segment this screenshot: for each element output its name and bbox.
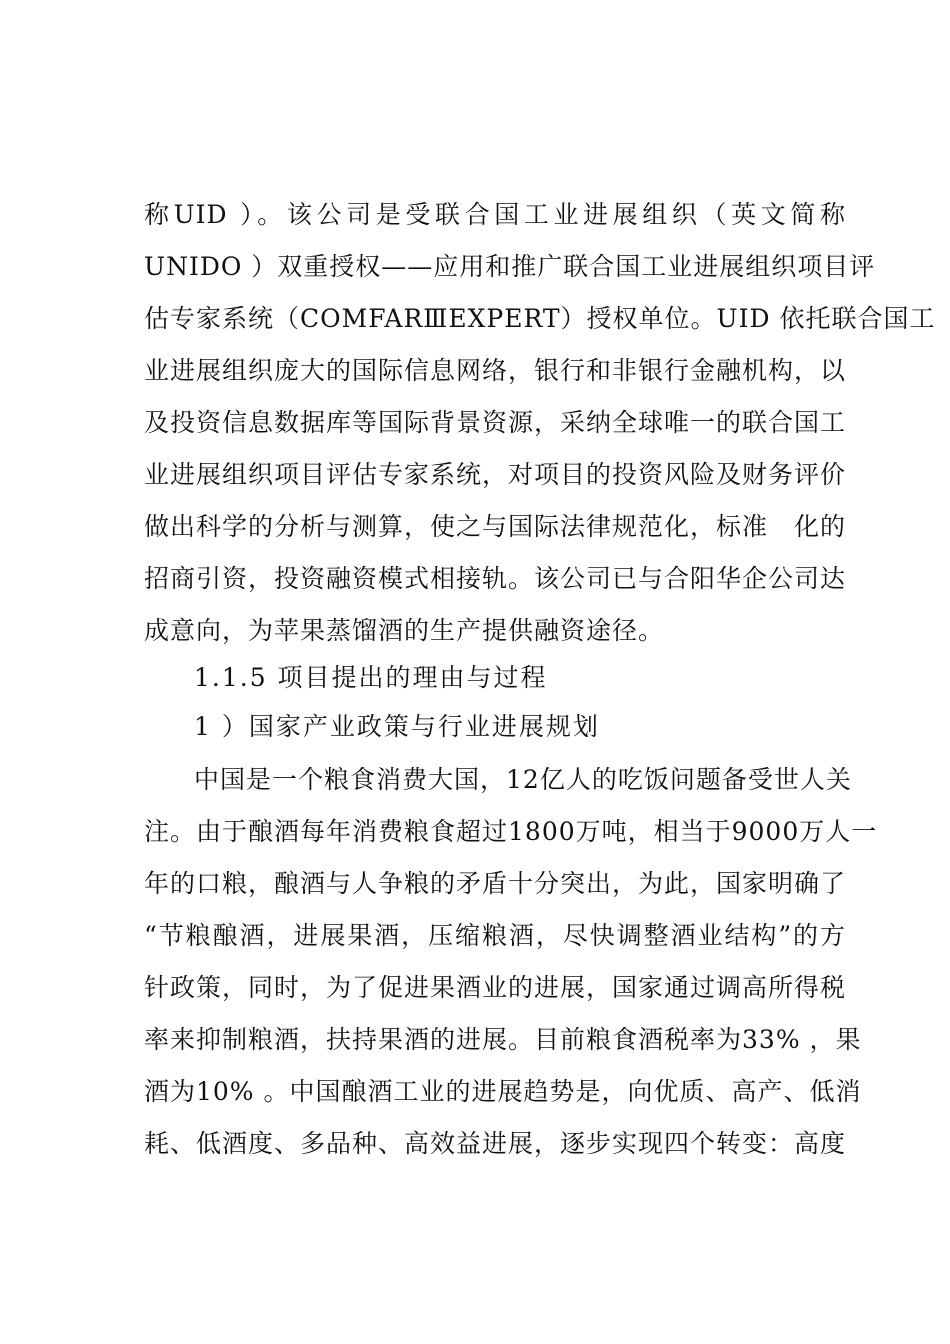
- paragraph-line: 业进展组织庞大的国际信息网络，银行和非银行金融机构，以: [144, 356, 847, 385]
- paragraph-line: 耗、低酒度、多品种、高效益进展，逐步实现四个转变：高度: [144, 1129, 847, 1158]
- subsection-heading: 1 ）国家产业政策与行业进展规划: [194, 712, 600, 741]
- section-heading: 1.1.5 项目提出的理由与过程: [194, 663, 548, 692]
- paragraph-line: UNIDO ）双重授权——应用和推广联合国工业进展组织项目评: [144, 252, 876, 281]
- paragraph-line: 做出科学的分析与测算，使之与国际法律规范化，标准 化的: [144, 512, 847, 541]
- paragraph-line: “节粮酿酒，进展果酒，压缩粮酒，尽快调整酒业结构”的方: [144, 921, 846, 950]
- paragraph-line: 注。由于酿酒每年消费粮食超过1800万吨，相当于9000万人一: [144, 817, 878, 846]
- paragraph-line: 业进展组织项目评估专家系统，对项目的投资风险及财务评价: [144, 460, 847, 489]
- paragraph-line: 估专家系统（COMFARⅢEXPERT）授权单位。UID 依托联合国工: [144, 304, 936, 333]
- paragraph-line: 年的口粮，酿酒与人争粮的矛盾十分突出，为此，国家明确了: [144, 869, 847, 898]
- paragraph-line: 招商引资，投资融资模式相接轨。该公司已与合阳华企公司达: [144, 564, 847, 593]
- paragraph-line: 称UID ）。该公司是受联合国工业进展组织（英文简称: [144, 200, 846, 229]
- paragraph-line: 成意向，为苹果蒸馏酒的生产提供融资途径。: [144, 616, 665, 645]
- paragraph-line: 中国是一个粮食消费大国，12亿人的吃饭问题备受世人关: [194, 765, 852, 794]
- paragraph-line: 率来抑制粮酒，扶持果酒的进展。目前粮食酒税率为33% ，果: [144, 1025, 862, 1054]
- paragraph-line: 及投资信息数据库等国际背景资源，采纳全球唯一的联合国工: [144, 408, 847, 437]
- paragraph-line: 酒为10% 。中国酿酒工业的进展趋势是，向优质、高产、低消: [144, 1077, 862, 1106]
- paragraph-line: 针政策，同时，为了促进果酒业的进展，国家通过调高所得税: [144, 973, 847, 1002]
